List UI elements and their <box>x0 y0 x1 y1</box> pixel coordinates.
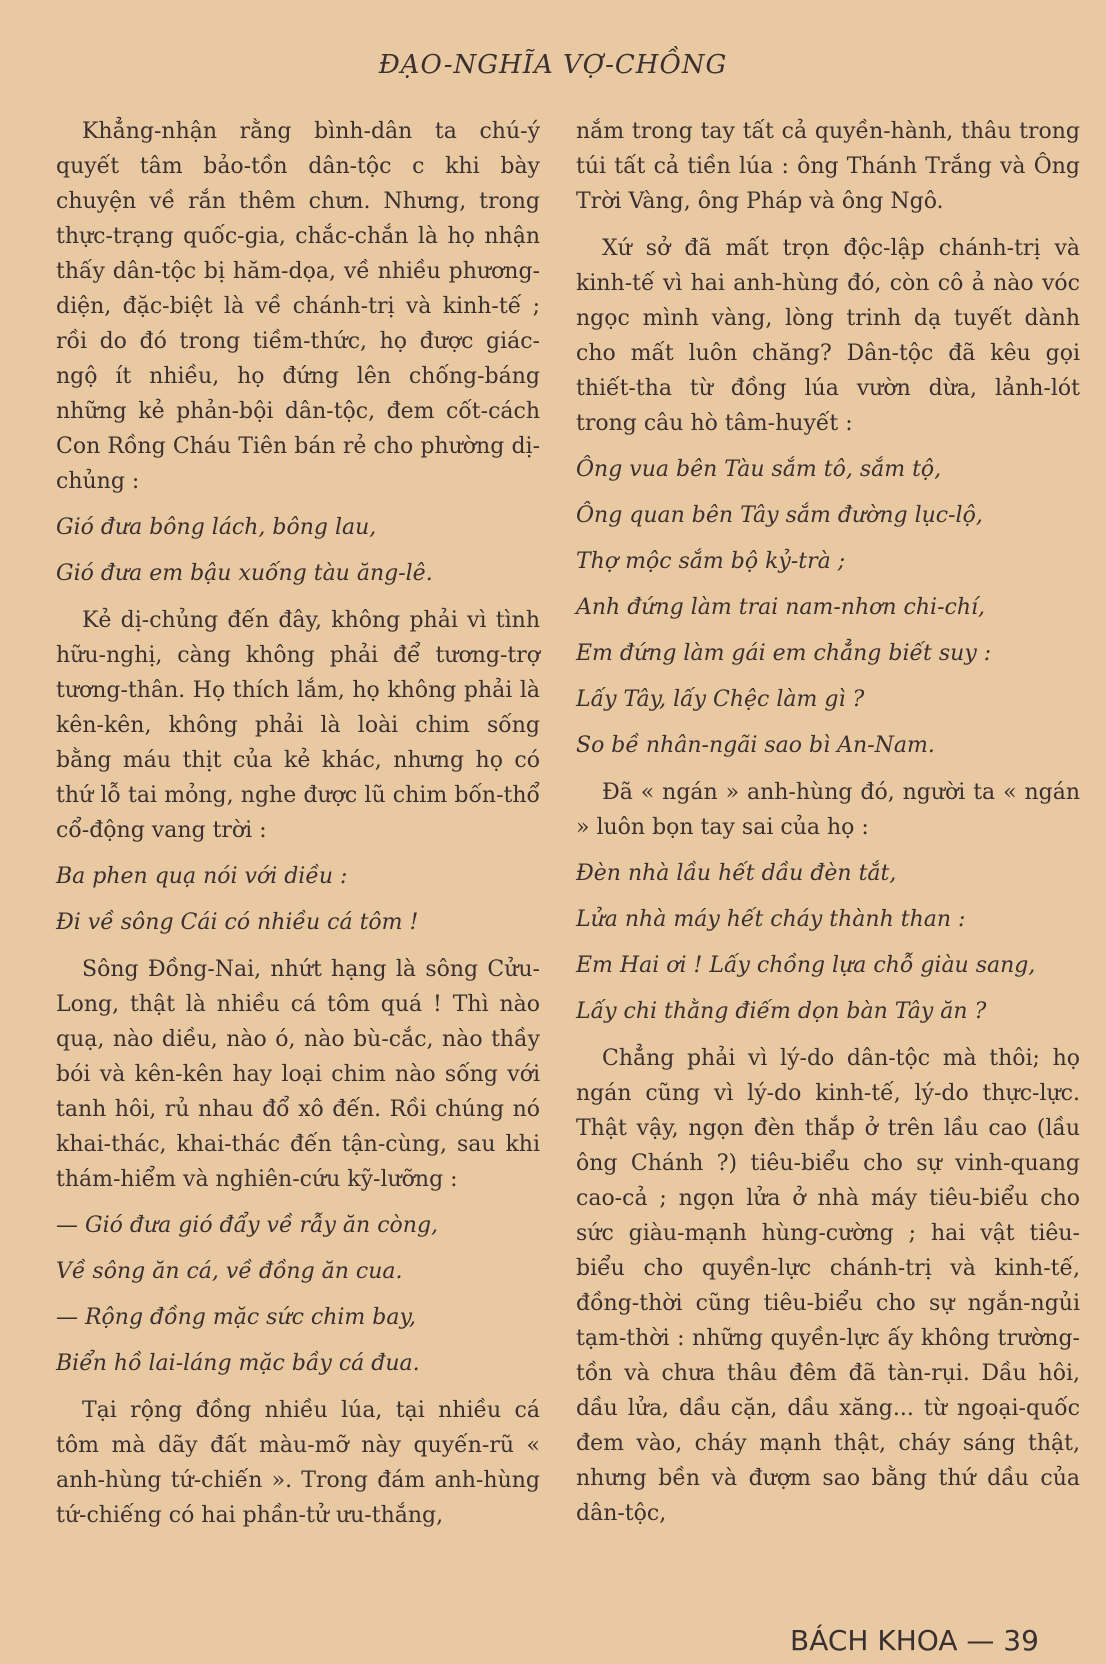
paragraph: Xứ sở đã mất trọn độc-lập chánh-trị và kinh-tế vì hai anh-hùng đó, còn cô ả nào vóc ngọc mình vàng, lòng trinh dạ tuyết dành cho mất luôn chăng? Dân-tộc đã kêu gọi thiết-tha từ đồng lúa vườn dừa, lảnh-lót trong câu hò tâm-huyết : <box>576 236 1080 436</box>
paragraph: Kẻ dị-chủng đến đây, không phải vì tình hữu-nghị, càng không phải để tương-trợ tương-thân. Họ thích lắm, họ không phải là kên-kên, không phải là loài chim sống bằng máu thịt của kẻ khác, nhưng họ có thứ lỗ tai mỏng, nghe được lũ chim bốn-thổ cổ-động vang trời : <box>56 608 540 843</box>
paragraph: Tại rộng đồng nhiều lúa, tại nhiều cá tôm mà dãy đất màu-mỡ này quyến-rũ « anh-hùng tứ-chiến ». Trong đám anh-hùng tứ-chiếng có hai phần-tử ưu-thắng, <box>56 1398 540 1528</box>
right-column <box>576 114 1080 1531</box>
verse-line: Lửa nhà máy hết cháy thành than : <box>576 907 966 932</box>
verse-line: Biển hồ lai-láng mặc bầy cá đua. <box>56 1351 420 1376</box>
paragraph: Sông Đồng-Nai, nhứt hạng là sông Cửu-Long, thật là nhiều cá tôm quá ! Thì nào quạ, nào diều, nào ó, nào bù-cắc, nào thầy bói và kên-kên hay loại chim nào sống với tanh hôi, rủ nhau đổ xô đến. Rồi chúng nó khai-thác, khai-thác đến tận-cùng, sau khi thám-hiểm và nghiên-cứu kỹ-lưỡng : <box>56 957 540 1192</box>
paragraph: Chẳng phải vì lý-do dân-tộc mà thôi; họ ngán cũng vì lý-do kinh-tế, lý-do thực-lực. Thật vậy, ngọn đèn thắp ở trên lầu cao (lầu ông Chánh ?) tiêu-biểu cho sự vinh-quang cao-cả ; ngọn lửa ở nhà máy tiêu-biểu cho sức giàu-mạnh hùng-cường ; hai vật tiêu-biểu cho quyền-lực chánh-trị và kinh-tế, đồng-thời cũng tiêu-biểu cho sự ngắn-ngủi tạm-thời : những quyền-lực ấy không trường-tồn và chưa thâu đêm đã tàn-rụi. Dầu hôi, dầu lửa, dầu cặn, dầu xăng... từ ngoại-quốc đem vào, cháy mạnh thật, cháy sáng thật, nhưng bền và đượm sao bằng thứ dầu của dân-tộc, <box>576 1046 1080 1526</box>
verse-line: So bề nhân-ngãi sao bì An-Nam. <box>576 733 935 758</box>
paragraph: Đã « ngán » anh-hùng đó, người ta « ngán » luôn bọn tay sai của họ : <box>576 780 1080 840</box>
verse-line: Em đứng làm gái em chẳng biết suy : <box>576 641 992 666</box>
page-footer: BÁCH KHOA — 39 <box>790 1624 1039 1657</box>
verse-line: — Gió đưa gió đẩy về rẫy ăn còng, <box>56 1213 439 1238</box>
verse-line: Gió đưa em bậu xuống tàu ăng-lê. <box>56 561 433 586</box>
verse-line: Ông vua bên Tàu sắm tô, sắm tộ, <box>576 457 942 482</box>
verse-line: Lấy Tây, lấy Chệc làm gì ? <box>576 687 865 712</box>
verse-line: Em Hai ơi ! Lấy chồng lựa chỗ giàu sang, <box>576 953 1036 978</box>
verse-line: — Rộng đồng mặc sức chim bay, <box>56 1305 416 1330</box>
verse-line: Về sông ăn cá, về đồng ăn cua. <box>56 1259 403 1284</box>
page-header: ĐẠO-NGHĨA VỢ-CHỒNG <box>378 50 728 80</box>
verse-line: Ba phen quạ nói với diều : <box>56 864 348 889</box>
verse-line: Gió đưa bông lách, bông lau, <box>56 515 377 540</box>
verse-line: Đèn nhà lầu hết dầu đèn tắt, <box>576 861 897 886</box>
verse-line: Ông quan bên Tây sắm đường lục-lộ, <box>576 503 983 528</box>
verse-line: Lấy chi thằng điếm dọn bàn Tây ăn ? <box>576 999 987 1024</box>
verse-line: Thợ mộc sắm bộ kỷ-trà ; <box>576 549 846 574</box>
verse-line: Đi về sông Cái có nhiều cá tôm ! <box>56 910 419 935</box>
paragraph: Khẳng-nhận rằng bình-dân ta chú-ý quyết tâm bảo-tồn dân-tộc c khi bày chuyện về rắn thêm chưn. Nhưng, trong thực-trạng quốc-gia, chắc-chắn là họ nhận thấy dân-tộc bị hăm-dọa, về nhiều phương-diện, đặc-biệt là về chánh-trị và kinh-tế ; rồi do đó trong tiềm-thức, họ được giác-ngộ ít nhiều, họ đứng lên chống-báng những kẻ phản-bội dân-tộc, đem cốt-cách Con Rồng Cháu Tiên bán rẻ cho phường dị-chủng : <box>56 119 540 494</box>
paragraph: nắm trong tay tất cả quyền-hành, thâu trong túi tất cả tiền lúa : ông Thánh Trắng và Ông Trời Vàng, ông Pháp và ông Ngô. <box>576 119 1080 214</box>
verse-line: Anh đứng làm trai nam-nhơn chi-chí, <box>576 595 986 620</box>
left-column <box>56 114 540 1533</box>
